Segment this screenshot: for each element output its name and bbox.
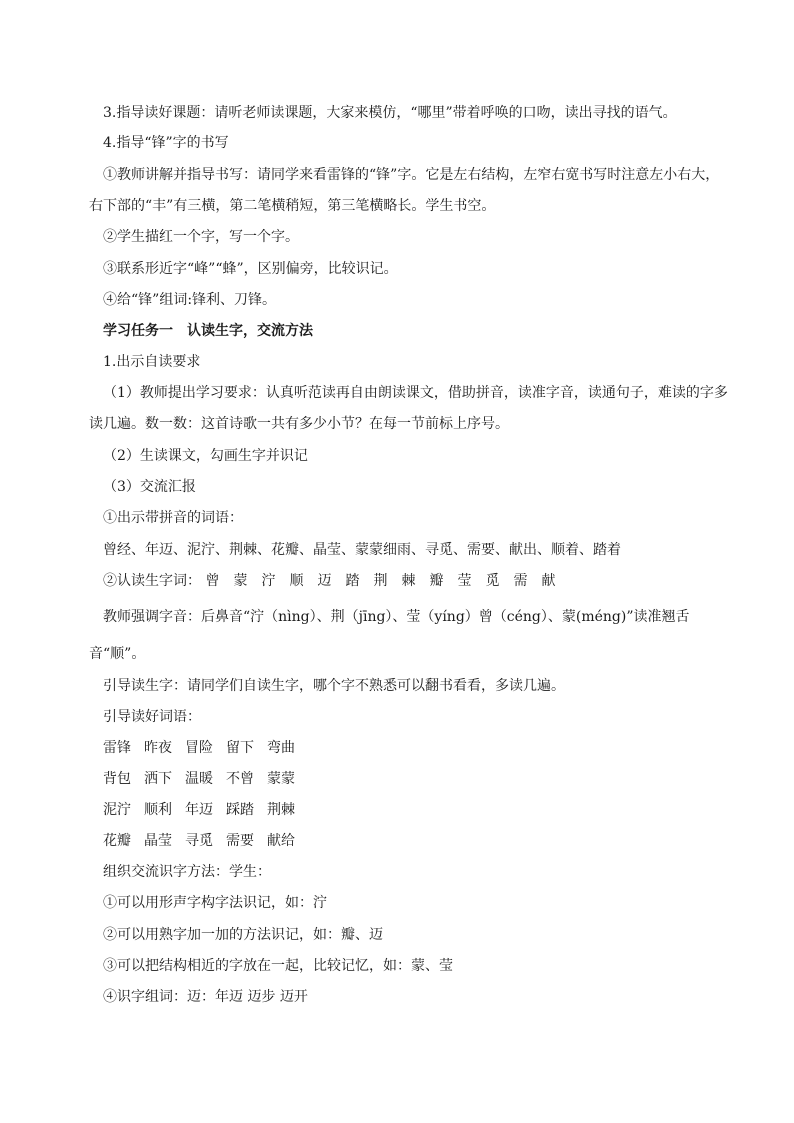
word: 荆棘 [267, 802, 295, 818]
section-heading: 学习任务一 认读生字，交流方法 [103, 323, 313, 339]
paragraph-line: （2）生读课文，勾画生字并识记 [103, 448, 308, 464]
instruction-3-title: 3.指导读好课题：请听老师读课题，大家来模仿，“哪里”带着呼唤的口吻，读出寻找的语气。 [103, 105, 677, 121]
character-recognition-line [103, 572, 555, 590]
recognition-character: 献 [541, 573, 556, 589]
paragraph-line: ④给“锋”组词:锋利、刀锋。 [103, 292, 277, 308]
word: 顺利 [144, 802, 172, 818]
paragraph-line: ①出示带拼音的词语： [103, 510, 243, 526]
recognition-character: 荆 [373, 573, 388, 589]
word: 雷锋 [103, 740, 131, 756]
paragraph-line: 组织交流识字方法：学生： [103, 864, 271, 880]
word: 花瓣 [103, 833, 131, 849]
character-list [205, 573, 555, 589]
recognition-character: 蒙 [233, 573, 248, 589]
recognition-character: 迈 [317, 573, 332, 589]
recognition-character: 顺 [289, 573, 304, 589]
paragraph-line: 右下部的“丰”有三横，第二笔横稍短，第三笔横略长。学生书空。 [89, 198, 496, 214]
word: 蒙蒙 [267, 771, 295, 787]
paragraph-line: 音“顺”。 [89, 646, 146, 662]
word: 弯曲 [267, 740, 295, 756]
recognition-character: 觅 [485, 573, 500, 589]
word: 留下 [226, 740, 254, 756]
word: 寻觅 [185, 833, 213, 849]
word: 需要 [226, 833, 254, 849]
paragraph-line: ③联系形近字“峰”“蜂”，区别偏旁，比较识记。 [103, 261, 398, 277]
paragraph-line: 引导读好词语： [103, 709, 201, 725]
character-recognition-label: ②认读生字词： [103, 573, 201, 589]
recognition-character: 踏 [345, 573, 360, 589]
paragraph-line: ③可以把结构相近的字放在一起，比较记忆，如：蒙、莹 [103, 958, 453, 974]
word: 晶莹 [144, 833, 172, 849]
word: 年迈 [185, 802, 213, 818]
paragraph-line: ②学生描红一个字，写一个字。 [103, 229, 299, 245]
vocabulary-list: 曾经、年迈、泥泞、荆棘、花瓣、晶莹、蒙蒙细雨、寻觅、需要、献出、顺着、踏着 [103, 542, 621, 558]
paragraph-line: ②可以用熟字加一加的方法识记，如：瓣、迈 [103, 927, 383, 943]
paragraph-line: ①可以用形声字构字法识记，如：泞 [103, 895, 327, 911]
paragraph-line: ①教师讲解并指导书写：请同学来看雷锋的“锋”字。它是左右结构，左窄右宽书写时注意左小右大， [103, 167, 720, 183]
paragraph-line: 读几遍。数一数：这首诗歌一共有多少小节？在每一节前标上序号。 [89, 416, 509, 432]
recognition-character: 棘 [401, 573, 416, 589]
paragraph-line: ④识字组词：迈：年迈 迈步 迈开 [103, 989, 308, 1005]
recognition-character: 曾 [205, 573, 220, 589]
word-row [103, 832, 295, 850]
word: 泥泞 [103, 802, 131, 818]
word: 踩踏 [226, 802, 254, 818]
paragraph-line: （1）教师提出学习要求：认真听范读再自由朗读课文，借助拼音，读准字音，读通句子，难读的字多 [103, 385, 728, 401]
word: 温暖 [185, 771, 213, 787]
paragraph-line: 1.出示自读要求 [103, 354, 201, 370]
word-row [103, 770, 295, 788]
word: 洒下 [144, 771, 172, 787]
word: 献给 [267, 833, 295, 849]
recognition-character: 需 [513, 573, 528, 589]
paragraph-line: 教师强调字音：后鼻音“泞（nìng）、荆（jīng）、莹（yíng）曾（céng）、蒙(méng)”读准翘舌 [103, 609, 690, 625]
word-row [103, 801, 295, 819]
paragraph-line: 引导读生字：请同学们自读生字，哪个字不熟悉可以翻书看看，多读几遍。 [103, 678, 565, 694]
word: 背包 [103, 771, 131, 787]
recognition-character: 泞 [261, 573, 276, 589]
paragraph-line: （3）交流汇报 [103, 479, 196, 495]
word-row [103, 739, 295, 757]
instruction-4-title: 4.指导“锋”字的书写 [103, 135, 229, 151]
word: 不曾 [226, 771, 254, 787]
word: 昨夜 [144, 740, 172, 756]
word: 冒险 [185, 740, 213, 756]
recognition-character: 莹 [457, 573, 472, 589]
recognition-character: 瓣 [429, 573, 444, 589]
